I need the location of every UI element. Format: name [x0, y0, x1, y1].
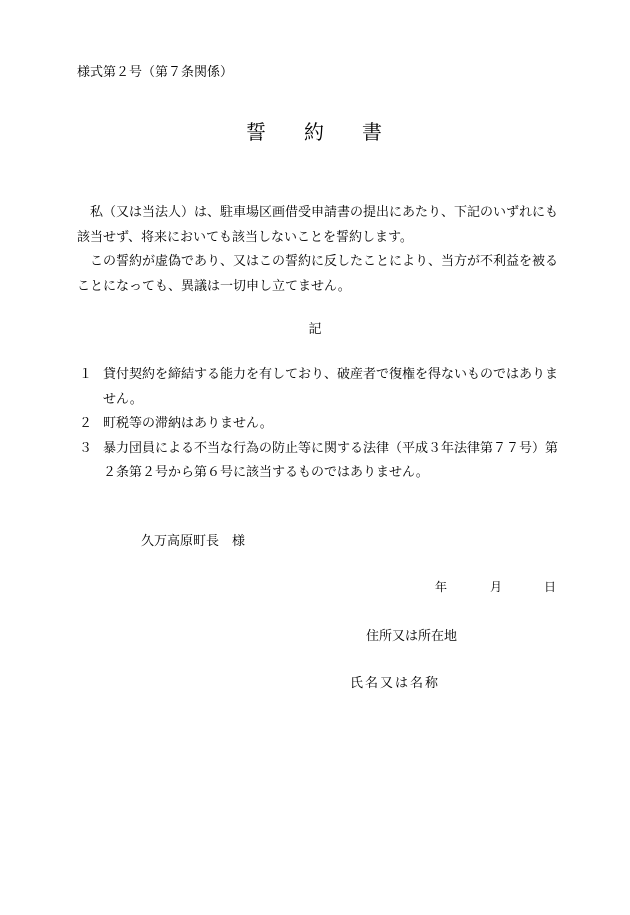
pledge-paragraph-1: 私（又は当法人）は、駐車場区画借受申請書の提出にあたり、下記のいずれにも該当せず、将来においても該当しないことを誓約します。	[77, 205, 559, 245]
item-number: １	[79, 367, 93, 382]
date-month: 月	[490, 580, 503, 594]
item-text: 町税等の滞納はありません。	[103, 416, 273, 431]
item-text: 暴力団員による不当な行為の防止等に関する法律（平成３年法律第７７号）第２条第２号から第６号に該当するものではありません。	[103, 440, 559, 480]
item-number: ３	[79, 440, 93, 456]
pledge-items	[77, 363, 559, 486]
date-year: 年	[435, 580, 448, 594]
item-number: ２	[79, 416, 93, 431]
pledge-paragraph-2: この誓約が虚偽であり、又はこの誓約に反したことにより、当方が不利益を被ることになっても、異議は一切申し立てません。	[77, 254, 559, 294]
addressee: 久万高原町長 様	[141, 534, 246, 549]
pledge-item-1	[77, 363, 559, 412]
title-char-3: 書	[362, 120, 384, 144]
document-title	[0, 116, 630, 145]
title-char-1: 誓	[246, 120, 268, 144]
pledge-item-3	[77, 437, 559, 486]
form-number: 様式第２号（第７条関係）	[77, 65, 234, 80]
pledge-body	[77, 201, 559, 299]
name-label: 氏名又は名称	[350, 676, 441, 691]
title-char-2: 約	[304, 120, 326, 144]
address-label: 住所又は所在地	[366, 629, 458, 644]
date-day: 日	[544, 580, 557, 594]
pledge-item-2	[77, 412, 559, 437]
ki-heading: 記	[308, 322, 322, 337]
item-text: 貸付契約を締結する能力を有しており、破産者で復権を得ないものではありません。	[103, 367, 559, 407]
